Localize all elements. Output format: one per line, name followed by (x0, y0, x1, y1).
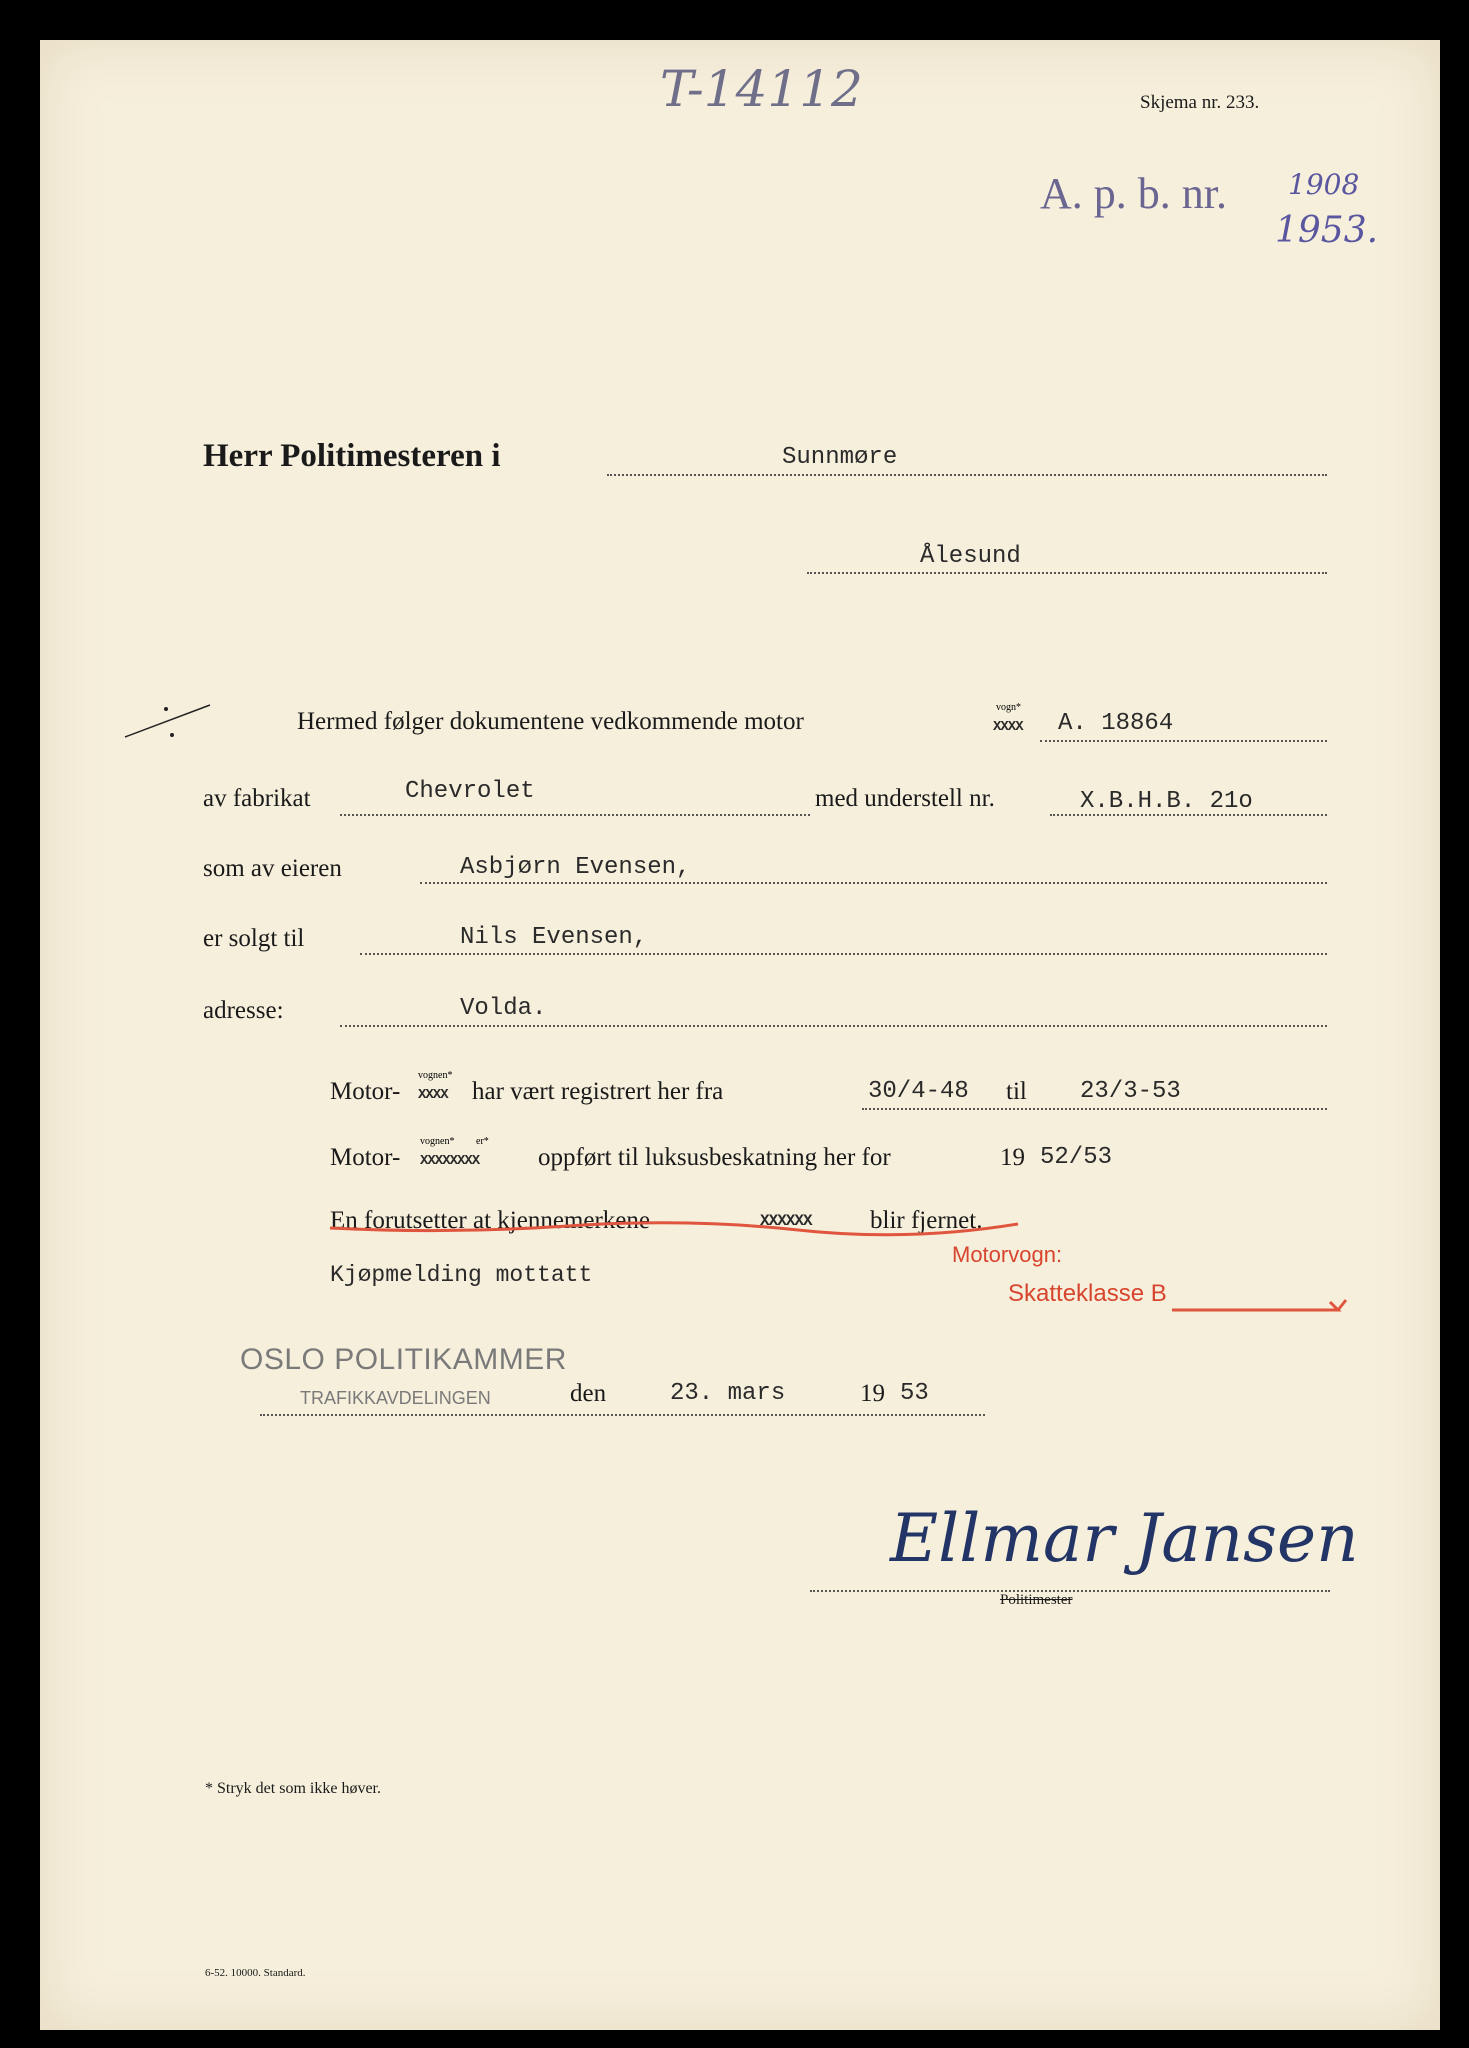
registered-line (862, 1108, 1327, 1110)
owner-line (420, 882, 1327, 884)
registered-to-label: til (1006, 1078, 1027, 1105)
form-number: Skjema nr. 233. (1140, 92, 1260, 113)
district-value: Sunnmøre (782, 444, 898, 471)
chassis-label: med understell nr. (815, 785, 995, 812)
district-line (607, 474, 1327, 476)
red-stamp-line-2: Skatteklasse B (1008, 1280, 1167, 1307)
registered-struck: XXXX (418, 1087, 448, 1103)
year-prefix: 19 (860, 1380, 885, 1407)
apb-stamp-number: 1908 (1288, 168, 1360, 201)
footnote: * Stryk det som ikke høver. (205, 1780, 381, 1797)
registered-text: har vært registrert her fra (472, 1078, 724, 1105)
buyer-line (360, 953, 1327, 955)
plates-text-start: En forutsetter at kjennemerkene (330, 1207, 650, 1234)
luxury-text: oppført til luksusbeskatning her for (538, 1144, 891, 1171)
red-underline (1170, 1290, 1350, 1320)
plates-struck: XXXXXX (760, 1212, 812, 1230)
document-page (40, 40, 1440, 2030)
luxury-struck: XXXXXXXX (420, 1153, 480, 1169)
owner-label: som av eieren (203, 855, 342, 882)
date-line (260, 1414, 985, 1416)
address-label: adresse: (203, 997, 284, 1024)
chassis-value: X.B.H.B. 21o (1080, 788, 1253, 815)
luxury-year: 52/53 (1040, 1144, 1113, 1171)
city-line (807, 572, 1327, 574)
luxury-superscript-1: vognen* (420, 1136, 455, 1147)
margin-mark (120, 695, 220, 745)
date-value: 23. mars (670, 1380, 786, 1407)
registered-prefix: Motor- (330, 1078, 401, 1105)
purchase-note: Kjøpmelding mottatt (330, 1262, 593, 1288)
salutation: Herr Politimesteren i (203, 438, 501, 474)
registered-superscript: vognen* (418, 1070, 453, 1081)
luxury-year-prefix: 19 (1000, 1144, 1025, 1171)
make-value: Chevrolet (405, 778, 535, 805)
handwritten-reference: T-14112 (660, 60, 863, 118)
registered-to: 23/3-53 (1080, 1078, 1181, 1105)
make-line (340, 814, 810, 816)
year-suffix: 53 (900, 1380, 929, 1407)
buyer-value: Nils Evensen, (460, 924, 648, 951)
vehicle-struck: XXXX (993, 719, 1023, 735)
apb-stamp-year: 1953. (1275, 210, 1379, 251)
intro-text: Hermed følger dokumentene vedkommende motor (297, 708, 804, 735)
make-label: av fabrikat (203, 785, 311, 812)
address-value: Volda. (460, 995, 547, 1022)
luxury-superscript-2: er* (476, 1136, 489, 1147)
date-label: den (570, 1380, 607, 1407)
luxury-prefix: Motor- (330, 1144, 401, 1171)
registration-line (1040, 740, 1327, 742)
vehicle-superscript: vogn* (996, 702, 1021, 713)
plates-text-end: blir fjernet. (870, 1207, 983, 1234)
red-strike-line (328, 1210, 1028, 1240)
apb-stamp-label: A. p. b. nr. (1040, 169, 1227, 218)
sold-label: er solgt til (203, 925, 305, 952)
signature-title: Politimester (1000, 1592, 1073, 1608)
signature: Ellmar Jansen (890, 1500, 1359, 1577)
address-line (340, 1025, 1327, 1027)
city-value: Ålesund (920, 543, 1021, 570)
police-stamp-line-2: TRAFIKKAVDELINGEN (300, 1388, 491, 1408)
registration-number: A. 18864 (1058, 710, 1174, 737)
police-stamp-line-1: OSLO POLITIKAMMER (240, 1343, 567, 1376)
registered-from: 30/4-48 (868, 1078, 969, 1105)
red-stamp-line-1: Motorvogn: (952, 1242, 1063, 1267)
print-info: 6-52. 10000. Standard. (205, 1967, 306, 1979)
owner-value: Asbjørn Evensen, (460, 854, 691, 881)
